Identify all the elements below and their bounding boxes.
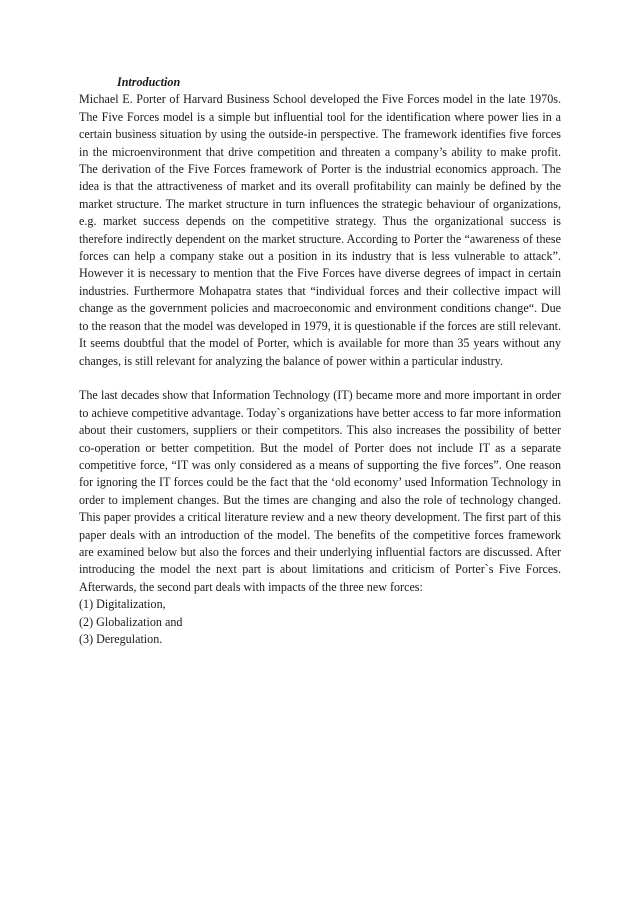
document-body xyxy=(79,74,561,648)
paragraph-information-technology: The last decades show that Information Technology (IT) became more and more important in order to achieve competitive advantage. Today`s organizations have better access to far more information about their customers, suppliers or their competitors. This also increases the possibility of better co-operation or better competition. But the model of Porter does not include IT as a separate competitive force, “IT was only considered as a means of supporting the five forces”. One reason for ignoring the IT forces could be the fact that the ‘old economy’ used Information Technology in order to implement changes. But the times are changing and also the role of technology changed. This paper provides a critical literature review and a new theory development. The first part of this paper deals with an introduction of the model. The benefits of the competitive forces framework are examined below but also the forces and their underlying influential factors are discussed. After introducing the model the next part is about limitations and criticism of Porter`s Five Forces. Afterwards, the second part deals with impacts of the three new forces: xyxy=(79,388,561,594)
list-item-digitalization: (1) Digitalization, xyxy=(79,597,166,612)
paragraph-porter-model: Michael E. Porter of Harvard Business School developed the Five Forces model in the late 1970s. The Five Forces model is a simple but influential tool for the identification where power lies in a certain business situation by using the outside-in perspective. The framework identifies five forces in the microenvironment that drive competition and threaten a company’s ability to make profit. The derivation of the Five Forces framework of Porter is the industrial economics approach. The idea is that the attractiveness of market and its overall profitability can mainly be defined by the market structure. The market structure in turn influences the strategic behaviour of organizations, e.g. market success depends on the competitive strategy. Thus the organizational success is therefore indirectly dependent on the market structure. According to Porter the “awareness of these forces can help a company stake out a position in its industry that is less vulnerable to attack”. However it is necessary to mention that the Five Forces have diverse degrees of impact in certain industries. Furthermore Mohapatra states that “individual forces and their collective impact will change as the government policies and macroeconomic and environment conditions change“. Due to the reason that the model was developed in 1979, it is questionable if the forces are still relevant. It seems doubtful that the model of Porter, which is available for more than 35 years without any changes, is still relevant for analyzing the balance of power within a particular industry. xyxy=(79,92,561,368)
paragraph-spacer xyxy=(79,370,561,387)
list-item-deregulation: (3) Deregulation. xyxy=(79,631,163,646)
list-item-globalization: (2) Globalization and xyxy=(79,614,183,629)
section-heading: Introduction xyxy=(117,75,181,89)
